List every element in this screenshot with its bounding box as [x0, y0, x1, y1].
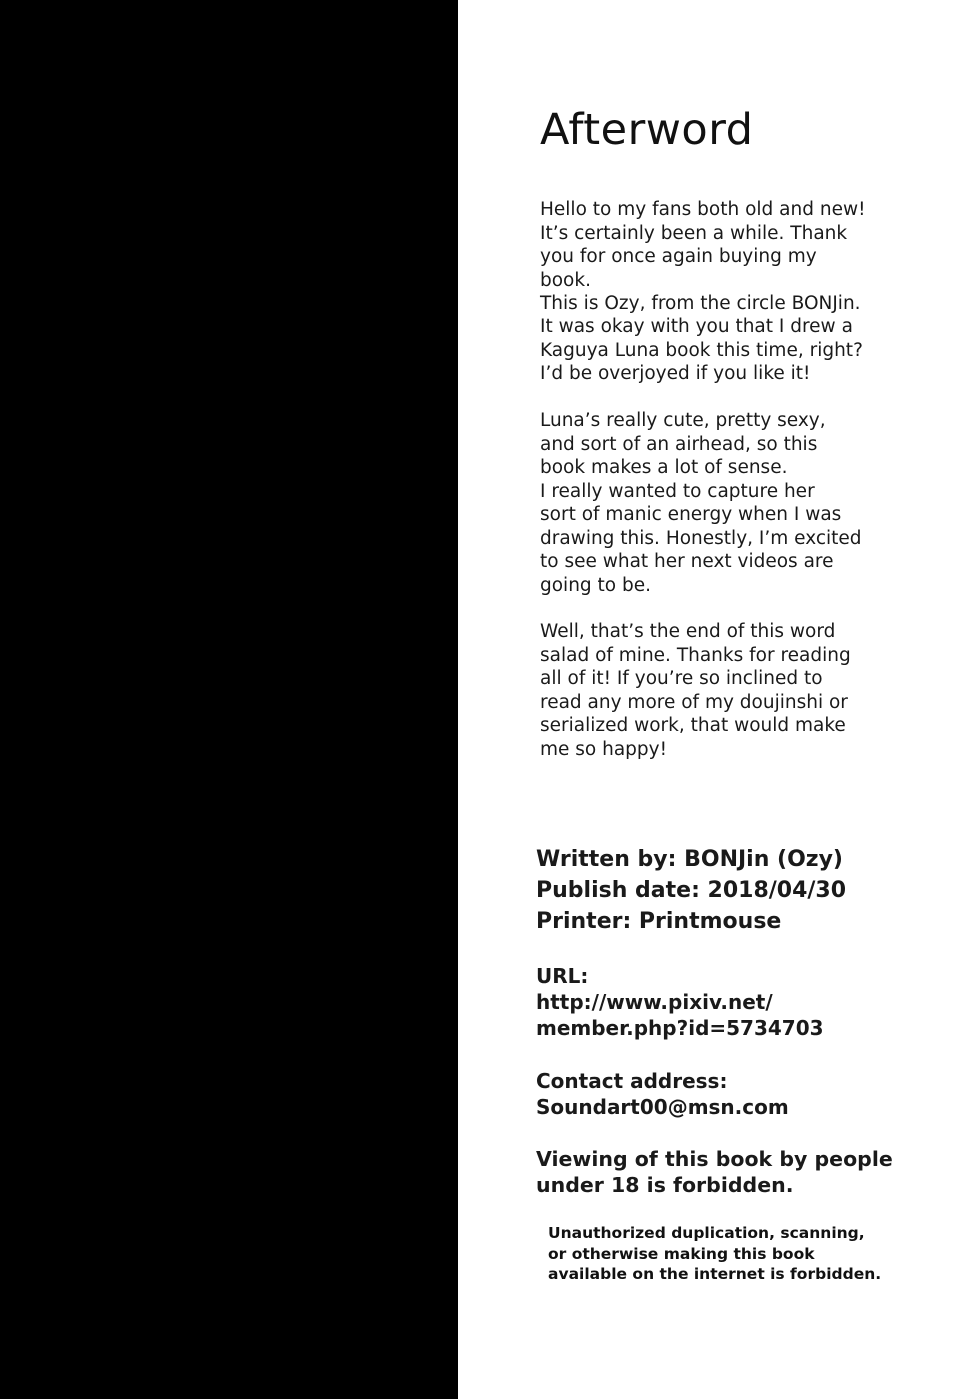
afterword-page	[458, 0, 980, 1399]
afterword-paragraph-2: It was okay with you that I drew a Kaguya Luna book this time, right? I’d be overjoyed if you like it!	[540, 316, 863, 384]
black-left-panel	[0, 0, 458, 1399]
afterword-paragraph-3: Luna’s really cute, pretty sexy, and sort of an airhead, so this book makes a lot of sense. I really wanted to capture her sort of manic energy when I was drawing this. Honestly, I’m excited to see what her next videos are going to be.	[540, 410, 862, 596]
legal-notice: Unauthorized duplication, scanning, or otherwise making this book available on the internet is forbidden.	[548, 1224, 882, 1283]
credits-block: Written by: BONJin (Ozy) Publish date: 2018/04/30 Printer: Printmouse	[536, 847, 847, 934]
url-block: URL: http://www.pixiv.net/ member.php?id=5734703	[536, 964, 824, 1040]
page-title: Afterword	[540, 105, 754, 155]
afterword-paragraph-1: Hello to my fans both old and new! It’s certainly been a while. Thank you for once again buying my book. This is Ozy, from the circle BONJin.	[540, 199, 866, 314]
afterword-paragraph-4: Well, that’s the end of this word salad of mine. Thanks for reading all of it! If you’re so inclined to read any more of my doujinshi or serialized work, that would make me so happy!	[540, 621, 851, 760]
contact-block: Contact address: Soundart00@msn.com	[536, 1069, 789, 1119]
age-restriction-notice: Viewing of this book by people under 18 is forbidden.	[536, 1147, 893, 1197]
